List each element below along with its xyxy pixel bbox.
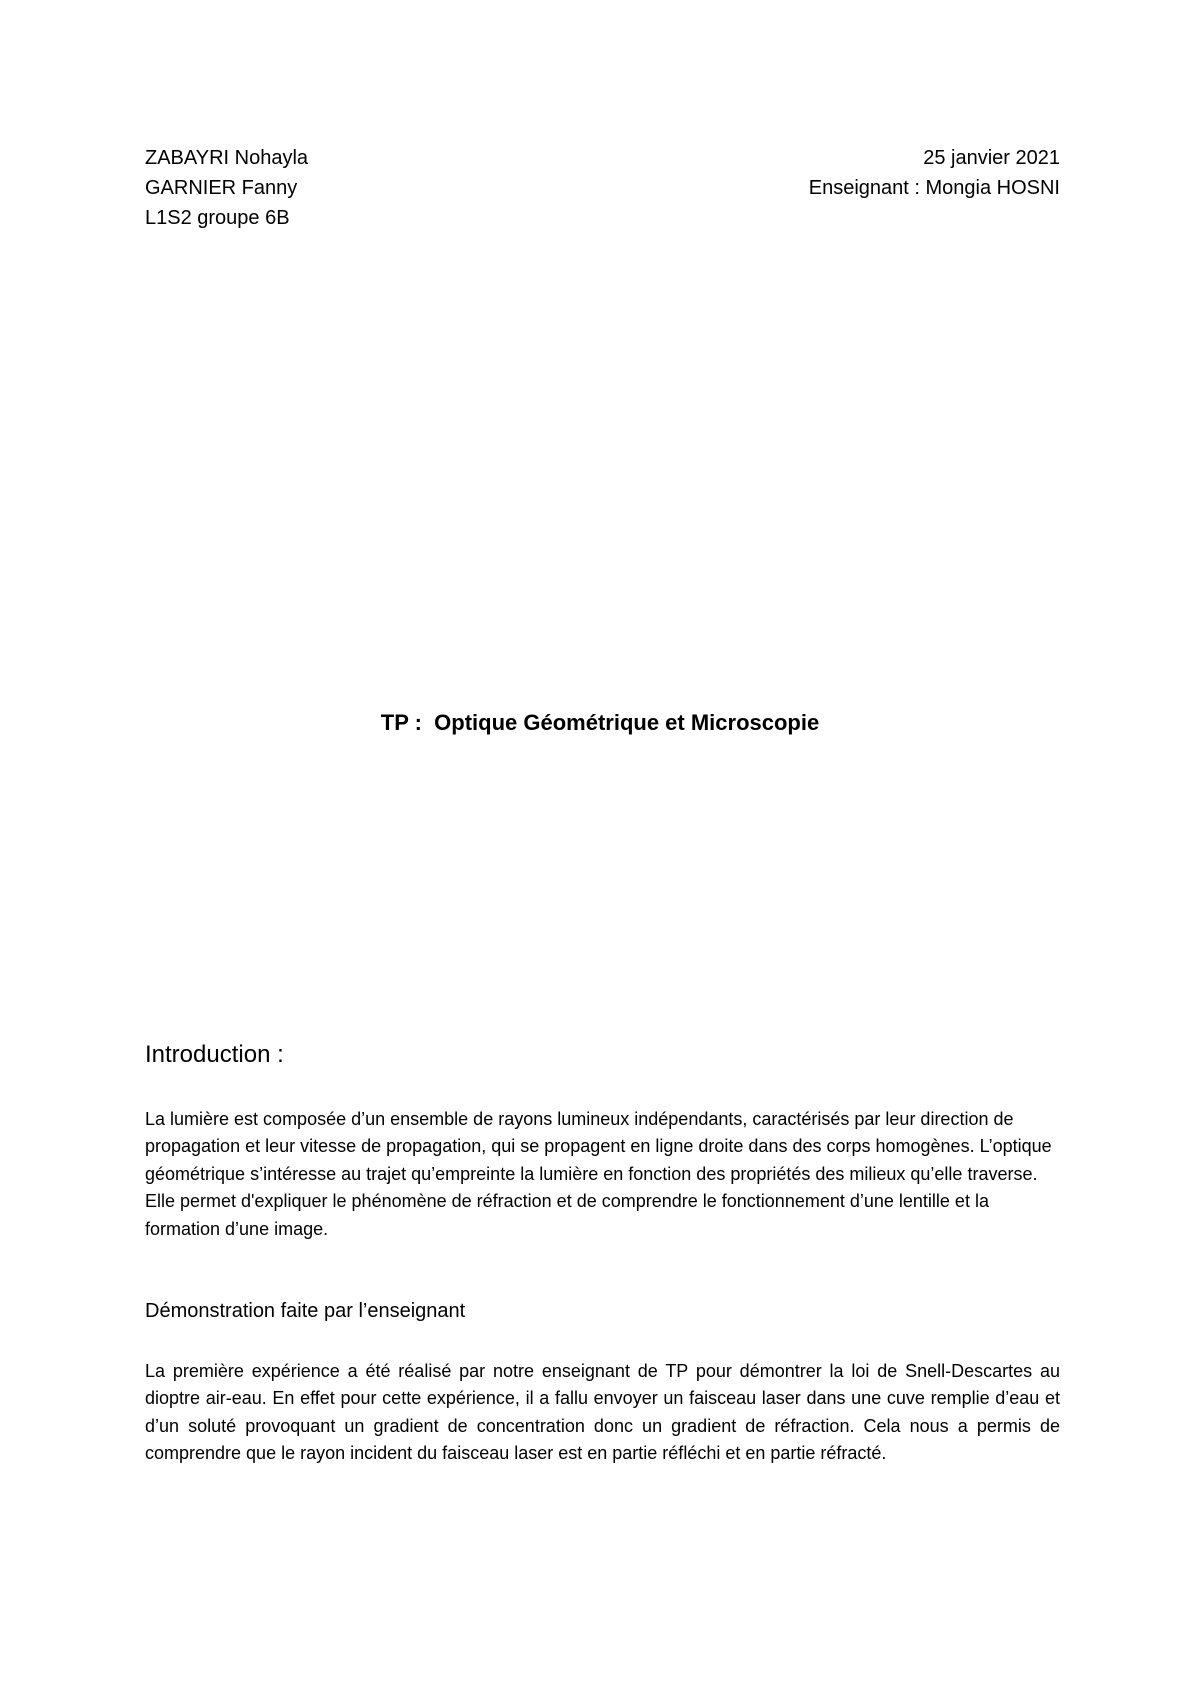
introduction-paragraph: La lumière est composée d’un ensemble de rayons lumineux indépendants, caractérisés par leur direction de propagation et leur vitesse de propagation, qui se propagent en ligne droite dans des corps homogènes. L’optique géométrique s’intéresse au trajet qu’empreinte la lumière en fonction des propriétés des milieux qu’elle traverse. Elle permet d'expliquer le phénomène de réfraction et de comprendre le fonctionnement d’une lentille et la formation d’une image. (145, 1109, 1052, 1239)
student-name-1: ZABAYRI Nohayla (145, 147, 309, 169)
document-date: 25 janvier 2021 (923, 147, 1060, 169)
student-info (145, 143, 308, 233)
introduction-heading: Introduction : (145, 1041, 284, 1068)
date-teacher-info (809, 143, 1060, 203)
demonstration-heading: Démonstration faite par l’enseignant (145, 1300, 466, 1322)
student-name-2: GARNIER Fanny (145, 177, 298, 199)
teacher-name: Enseignant : Mongia HOSNI (808, 177, 1060, 199)
student-group: L1S2 groupe 6B (145, 207, 290, 229)
demonstration-paragraph: La première expérience a été réalisé par notre enseignant de TP pour démontrer la loi de Snell-Descartes au dioptre air-eau. En effet pour cette expérience, il a fallu envoyer un faisceau laser dans une cuve remplie d’eau et d’un soluté provoquant un gradient de concentration donc un gradient de réfraction. Cela nous a permis de comprendre que le rayon incident du faisceau laser est en partie réfléchi et en partie réfracté. (145, 1361, 1060, 1464)
document-title: TP : Optique Géométrique et Microscopie (380, 710, 820, 735)
